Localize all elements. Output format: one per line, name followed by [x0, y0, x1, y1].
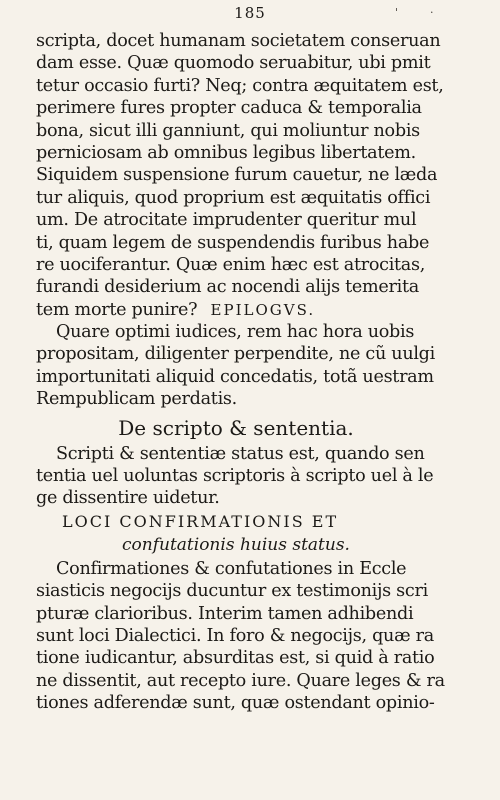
- epilogus-heading: EPILOGVS.: [210, 300, 316, 319]
- text-line: um. De atrocitate imprudenter queritur mul: [36, 210, 417, 231]
- text-line: Siquidem suspensione furum cauetur, ne læda: [36, 165, 438, 186]
- paragraph-4: [36, 558, 445, 715]
- text-line: scripta, docet humanam societatem conseruan: [36, 31, 441, 51]
- page-number: 185: [234, 4, 266, 22]
- text-line: sunt loci Dialectici. In foro & negocijs, quæ ra: [36, 625, 434, 646]
- text-line: Rempublicam perdatis.: [36, 389, 237, 410]
- text-line: tetur occasio furti? Neq; contra æquitatem est,: [36, 75, 444, 96]
- text-line: Quare optimi iudices, rem hac hora uobis: [56, 322, 415, 343]
- paragraph-3: [36, 443, 436, 510]
- text-line: Confirmationes & confutationes in Eccle: [56, 558, 407, 579]
- text-line: siasticis negocijs ducuntur ex testimonijs scri: [36, 581, 428, 602]
- corner-mark: ·: [430, 6, 434, 19]
- text-line: ti, quam legem de suspendendis furibus habe: [36, 232, 430, 253]
- text-line: tentia uel uoluntas scriptoris à scripto uel à le: [36, 466, 434, 487]
- text-line: perimere fures propter caduca & temporalia: [36, 98, 422, 119]
- text-line: [36, 299, 436, 321]
- text-line: perniciosam ab omnibus legibus libertatem.: [36, 142, 416, 163]
- text-line: bona, sicut illi ganniunt, qui moliuntur nobis: [36, 120, 420, 141]
- text-line: tur aliquis, quod proprium est æquitatis offici: [36, 187, 431, 208]
- text-line: dam esse. Quæ quomodo seruabitur, ubi pmit: [36, 53, 431, 74]
- section-heading: De scripto & sententia.: [118, 415, 354, 440]
- text-line: ne dissentit, aut recepto iure. Quare leges & ra: [36, 670, 445, 691]
- text-line: re uociferantur. Quæ enim hæc est atrocitas,: [36, 254, 426, 275]
- paragraph-1: [36, 30, 444, 321]
- text-line: importunitati aliquid concedatis, totã uestram: [36, 366, 434, 387]
- text-line-fragment: tem morte punire?: [36, 299, 198, 320]
- text-block: [36, 30, 445, 715]
- paragraph-2: [36, 321, 436, 411]
- text-line: pturæ clarioribus. Interim tamen adhibendi: [36, 603, 414, 624]
- text-line: tione iudicantur, absurditas est, si quid à ratio: [36, 648, 435, 669]
- text-line: Scripti & sententiæ status est, quando sen: [56, 443, 425, 464]
- corner-mark: ': [395, 6, 399, 19]
- section-heading-caps: LOCI CONFIRMATIONIS ET: [62, 511, 339, 531]
- text-line: tiones adferendæ sunt, quæ ostendant opinio-: [36, 693, 435, 714]
- section-subheading: confutationis huius status.: [122, 534, 350, 555]
- text-line: furandi desiderium ac nocendi alijs temerita: [36, 277, 419, 298]
- text-line: ge dissentire uidetur.: [36, 488, 220, 509]
- text-line: propositam, diligenter perpendite, ne cũ uulgi: [36, 344, 435, 365]
